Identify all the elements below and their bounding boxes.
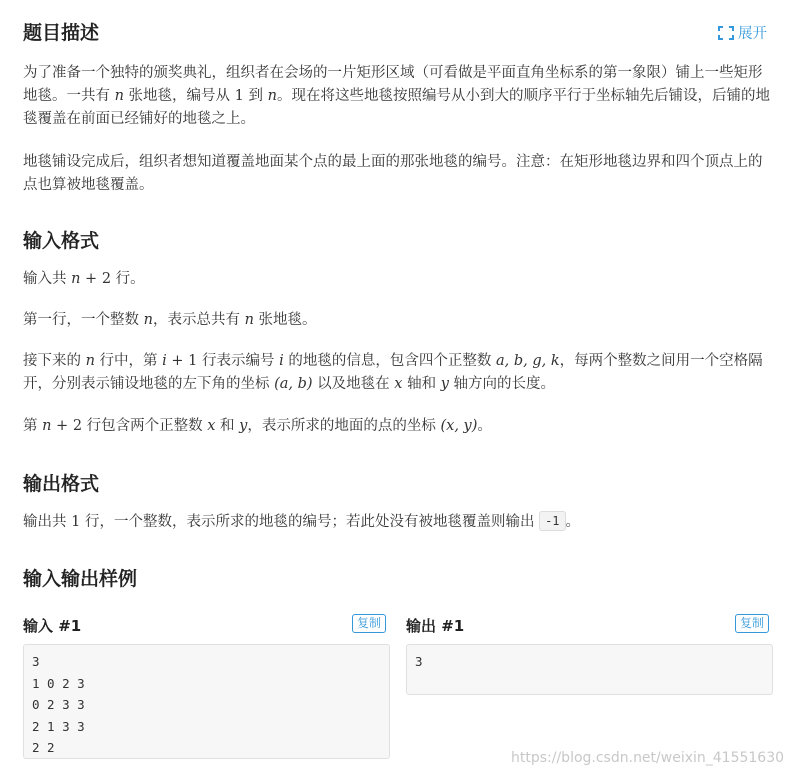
input-format-title: 输入格式 xyxy=(23,230,100,252)
copy-input-button[interactable]: 复制 xyxy=(352,614,386,633)
output-format-title: 输出格式 xyxy=(23,473,100,495)
input-format-line-2: 第一行，一个整数 n，表示总共有 n 张地毯。 xyxy=(23,312,317,328)
description-title: 题目描述 xyxy=(23,22,100,44)
input-format-line-3: 接下来的 n 行中，第 i + 1 行表示编号 i 的地毯的信息，包含四个正整数 a, b, g, k，每两个整数之间用一个空格隔开，分别表示铺设地毯的左下角的坐标 (a, b) 以及地毯在 x 轴和 y 轴方向的长度。 xyxy=(23,353,763,392)
description-paragraph-1: 为了准备一个独特的颁奖典礼，组织者在会场的一片矩形区域（可看做是平面直角坐标系的第一象限）铺上一些矩形地毯。一共有 n 张地毯，编号从 1 到 n。现在将这些地毯按照编号从小到大的顺序平行于坐标轴先后铺设，后铺的地毯覆盖在前面已经铺好的地毯之上。 xyxy=(23,65,770,127)
sample-input-box[interactable]: 3 1 0 2 3 0 2 3 3 2 1 3 3 2 2 xyxy=(23,644,390,759)
expand-label: 展开 xyxy=(738,26,767,42)
sample-input-label: 输入 #1 xyxy=(23,617,82,635)
samples-title: 输入输出样例 xyxy=(23,568,138,590)
description-paragraph-2: 地毯铺设完成后，组织者想知道覆盖地面某个点的最上面的那张地毯的编号。注意：在矩形地毯边界和四个顶点上的点也算被地毯覆盖。 xyxy=(23,154,763,193)
expand-icon xyxy=(718,26,734,40)
output-format-line-1: 输出共 1 行，一个整数，表示所求的地毯的编号；若此处没有被地毯覆盖则输出 -1 。 xyxy=(23,511,775,534)
input-format-line-1: 输入共 n + 2 行。 xyxy=(23,271,145,287)
sample-output-label: 输出 #1 xyxy=(406,617,465,635)
input-format-line-4: 第 n + 2 行包含两个正整数 x 和 y，表示所求的地面的点的坐标 (x, y)。 xyxy=(23,418,492,434)
copy-output-button[interactable]: 复制 xyxy=(735,614,769,633)
inline-code: -1 xyxy=(539,511,565,531)
watermark: https://blog.csdn.net/weixin_41551630 xyxy=(511,750,785,766)
expand-button[interactable] xyxy=(718,22,767,43)
sample-output-box[interactable]: 3 xyxy=(406,644,773,695)
